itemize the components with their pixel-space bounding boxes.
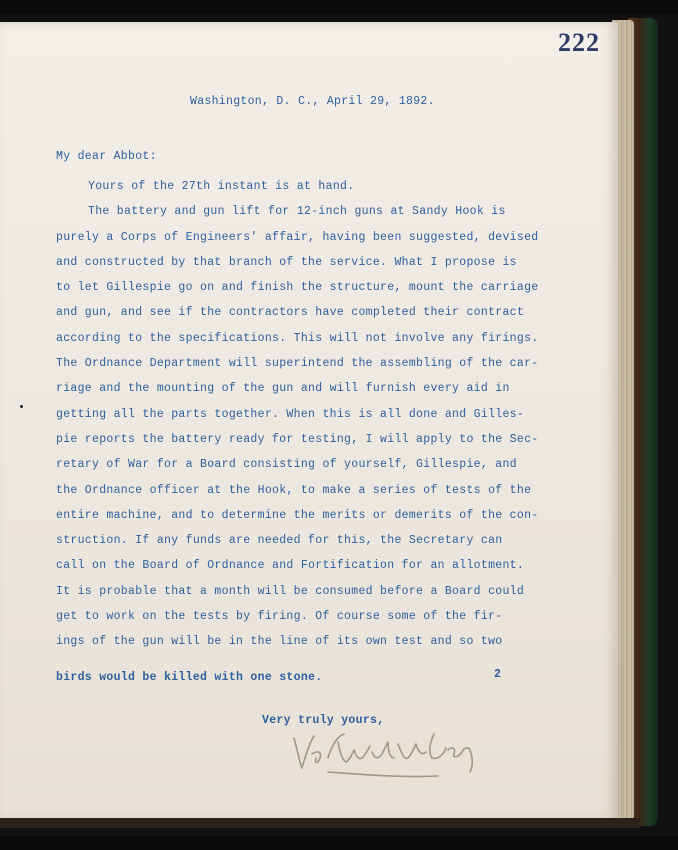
- letter-line: pie reports the battery ready for testing, I will apply to the Sec-: [56, 432, 539, 446]
- letter-line: get to work on the tests by firing. Of course some of the fir-: [56, 610, 503, 624]
- letter-line: and constructed by that branch of the service. What I propose is: [56, 255, 517, 269]
- letter-line: ings of the gun will be in the line of its own test and so two: [56, 635, 503, 649]
- closing: Very truly yours,: [262, 714, 385, 727]
- book-bottom-edge: [0, 818, 640, 828]
- letter-page: [0, 22, 618, 822]
- letter-line: to let Gillespie go on and finish the structure, mount the carriage: [56, 281, 539, 295]
- letter-line: The battery and gun lift for 12-inch guns at Sandy Hook is: [88, 205, 506, 219]
- page-number: 222: [558, 28, 600, 57]
- letter-line: the Ordnance officer at the Hook, to make a series of tests of the: [56, 483, 532, 497]
- letter-line: and gun, and see if the contractors have completed their contract: [56, 306, 525, 320]
- letter-body: [56, 174, 576, 690]
- page-marker: 2: [494, 668, 501, 681]
- signature: [288, 724, 488, 794]
- letter-line: The Ordnance Department will superintend the assembling of the car-: [56, 357, 539, 371]
- letter-line: struction. If any funds are needed for this, the Secretary can: [56, 534, 503, 548]
- salutation: My dear Abbot:: [56, 150, 157, 163]
- letter-line: birds would be killed with one stone.: [56, 670, 323, 684]
- letter-line: getting all the parts together. When this is all done and Gilles-: [56, 407, 525, 421]
- dateline: Washington, D. C., April 29, 1892.: [190, 95, 435, 108]
- letter-line: according to the specifications. This will not involve any firings.: [56, 331, 539, 345]
- letter-line: riage and the mounting of the gun and will furnish every aid in: [56, 382, 510, 396]
- letter-line: It is probable that a month will be consumed before a Board could: [56, 584, 525, 598]
- letter-line: entire machine, and to determine the merits or demerits of the con-: [56, 508, 539, 522]
- letter-line: retary of War for a Board consisting of yourself, Gillespie, and: [56, 458, 517, 472]
- letter-line: purely a Corps of Engineers' affair, having been suggested, devised: [56, 230, 539, 244]
- margin-mark: [20, 405, 23, 408]
- letter-line: call on the Board of Ordnance and Fortification for an allotment.: [56, 559, 525, 573]
- letter-line: Yours of the 27th instant is at hand.: [88, 180, 355, 193]
